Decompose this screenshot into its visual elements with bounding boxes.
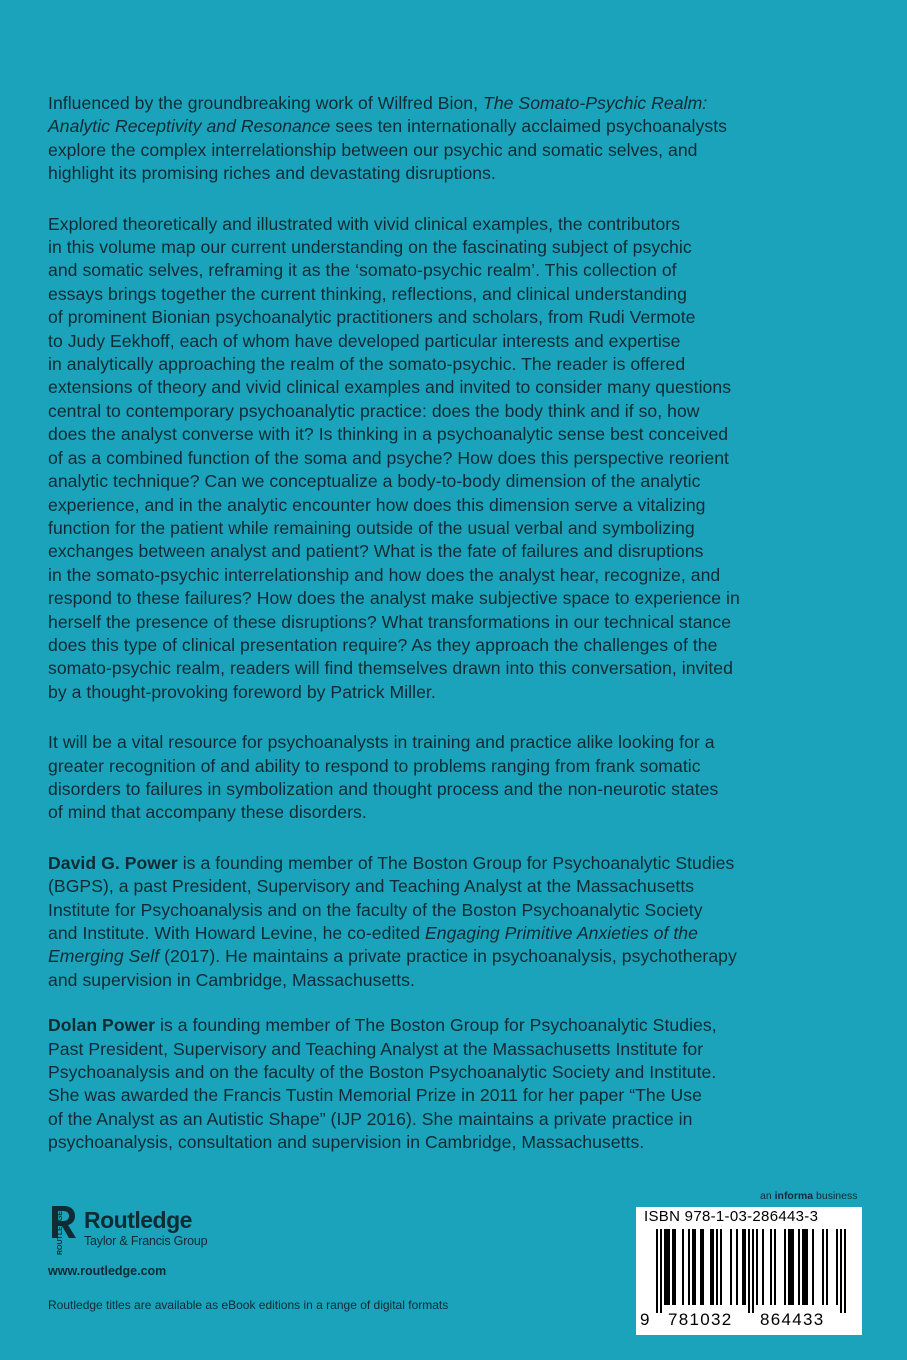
- barcode-digits-left: 781032: [668, 1310, 733, 1329]
- text-line: psychoanalysis, consultation and supervision in Cambridge, Massachusetts.: [48, 1132, 645, 1153]
- italic-title: Engaging Primitive Anxieties of the: [424, 923, 698, 943]
- text-line: of prominent Bionian psychoanalytic practitioners and scholars, from Rudi Vermote: [48, 307, 696, 328]
- author-bio-david-power: [48, 852, 868, 992]
- publisher-website[interactable]: www.routledge.com: [48, 1264, 167, 1278]
- text-line: and Institute. With Howard Levine, he co-edited Engaging Primitive Anxieties of the: [48, 923, 698, 943]
- text-line: greater recognition of and ability to respond to problems ranging from frank somatic: [48, 755, 701, 776]
- text-line: herself the presence of these disruptions? What transformations in our technical stance: [48, 611, 732, 632]
- informa-brand: informa: [774, 1190, 814, 1202]
- barcode-bar: [710, 1229, 712, 1305]
- text-line: Dolan Power is a founding member of The Boston Group for Psychoanalytic Studies,: [48, 1015, 717, 1036]
- isbn-label: ISBN 978-1-03-286443-3: [644, 1208, 819, 1225]
- barcode-bar: [826, 1229, 828, 1305]
- text-line: Past President, Supervisory and Teaching Analyst at the Massachusetts Institute for: [48, 1038, 704, 1059]
- text-line: explore the complex interrelationship between our psychic and somatic selves, and: [48, 139, 698, 160]
- blurb-paragraph-2: [48, 213, 868, 705]
- author-name: Dolan Power: [48, 1015, 156, 1036]
- barcode-bar: [792, 1229, 794, 1305]
- publisher-name: Routledge: [84, 1207, 192, 1233]
- text-line: of the Analyst as an Autistic Shape” (IJP 2016). She maintains a private practice in: [48, 1108, 693, 1129]
- barcode-bar: [790, 1229, 792, 1305]
- informa-suffix: business: [813, 1190, 858, 1202]
- text-line: Influenced by the groundbreaking work of Wilfred Bion, The Somato-Psychic Realm:: [48, 93, 708, 113]
- text-line: It will be a vital resource for psychoanalysts in training and practice alike looking for a: [48, 732, 715, 753]
- back-cover-text: [48, 92, 868, 1177]
- publisher-block: [48, 1204, 207, 1278]
- barcode-bar: [666, 1229, 668, 1305]
- barcode-bar: [668, 1229, 670, 1305]
- text-line: (BGPS), a past President, Supervisory and Teaching Analyst at the Massachusetts: [48, 876, 695, 897]
- barcode-bar: [702, 1229, 704, 1305]
- text-line: and somatic selves, reframing it as the ‘somato-psychic realm’. This collection of: [48, 260, 677, 281]
- text-line: highlight its promising riches and devastating disruptions.: [48, 163, 496, 184]
- barcode-bar: [762, 1229, 764, 1305]
- barcode-bar: [784, 1229, 786, 1305]
- italic-title: The Somato-Psychic Realm:: [483, 93, 708, 113]
- text-line: to Judy Eekhoff, each of whom have developed particular interests and expertise: [48, 330, 681, 351]
- barcode-bar: [656, 1229, 658, 1313]
- routledge-logo: [48, 1204, 207, 1254]
- barcode-bar: [836, 1229, 838, 1305]
- barcode-bar: [822, 1229, 824, 1305]
- barcode-bar: [700, 1229, 702, 1305]
- barcode-digit-first: 9: [640, 1310, 651, 1329]
- barcode-bar: [692, 1229, 694, 1305]
- text-line: central to contemporary psychoanalytic practice: does the body think and if so, how: [48, 400, 700, 421]
- barcode-bar: [798, 1229, 800, 1305]
- text-line: David G. Power is a founding member of The Boston Group for Psychoanalytic Studies: [48, 852, 735, 873]
- barcode-bar: [744, 1229, 746, 1305]
- barcode-bar: [774, 1229, 776, 1305]
- barcode-bar: [712, 1229, 714, 1305]
- text-line: in the somato-psychic interrelationship and how does the analyst hear, recognize, and: [48, 564, 721, 585]
- barcode-bar: [812, 1229, 814, 1305]
- barcode-bar: [688, 1229, 690, 1305]
- text-line: in analytically approaching the realm of the somato-psychic. The reader is offered: [48, 354, 686, 375]
- barcode-bar: [806, 1229, 808, 1305]
- barcode-bar: [694, 1229, 696, 1305]
- barcode-bar: [716, 1229, 718, 1305]
- barcode-bar: [730, 1229, 732, 1305]
- barcode-bar: [672, 1229, 674, 1305]
- isbn-barcode: [636, 1207, 862, 1335]
- barcode-bar: [756, 1229, 758, 1305]
- text-line: Emerging Self (2017). He maintains a private practice in psychoanalysis, psychotherapy: [48, 946, 737, 967]
- text-line: and supervision in Cambridge, Massachusetts.: [48, 969, 415, 990]
- barcode-bar: [664, 1229, 666, 1305]
- barcode-digits-right: 864433: [760, 1310, 825, 1329]
- text-line: exchanges between analyst and patient? What is the fate of failures and disruptions: [48, 541, 704, 562]
- barcode-bar: [674, 1229, 676, 1305]
- barcode-bar: [742, 1229, 744, 1305]
- barcode-bar: [770, 1229, 772, 1305]
- svg-text:ROUTLEDGE: ROUTLEDGE: [57, 1211, 64, 1255]
- informa-prefix: an: [760, 1190, 775, 1202]
- text-line: analytic technique? Can we conceptualize a body-to-body dimension of the analytic: [48, 471, 701, 492]
- barcode-bar: [844, 1229, 846, 1313]
- text-line: of as a combined function of the soma and psyche? How does this perspective reorient: [48, 447, 729, 468]
- ebook-note: Routledge titles are available as eBook editions in a range of digital formats: [48, 1298, 449, 1312]
- text-line: disorders to failures in symbolization and thought process and the non-neurotic states: [48, 778, 719, 799]
- text-line: Explored theoretically and illustrated with vivid clinical examples, the contributors: [48, 213, 681, 234]
- text-line: She was awarded the Francis Tustin Memorial Prize in 2011 for her paper “The Use: [48, 1085, 702, 1106]
- barcode-bar: [840, 1229, 842, 1313]
- text-line: of mind that accompany these disorders.: [48, 802, 367, 823]
- text-line: does the analyst converse with it? Is thinking in a psychoanalytic sense best conceived: [48, 424, 729, 445]
- barcode-bar: [802, 1229, 804, 1305]
- text-line: by a thought-provoking foreword by Patrick Miller.: [48, 681, 436, 702]
- text-line: essays brings together the current thinking, reflections, and clinical understanding: [48, 283, 687, 304]
- text-line: respond to these failures? How does the analyst make subjective space to experience in: [48, 588, 740, 609]
- barcode-bar: [736, 1229, 738, 1305]
- barcode-bar: [748, 1229, 750, 1313]
- publisher-group: Taylor & Francis Group: [84, 1234, 208, 1248]
- routledge-r-icon: [48, 1204, 78, 1254]
- author-name: David G. Power: [48, 852, 178, 873]
- text-line: in this volume map our current understanding on the fascinating subject of psychic: [48, 237, 692, 258]
- barcode-bar: [720, 1229, 722, 1305]
- blurb-paragraph-3: [48, 731, 868, 825]
- text-line: does this type of clinical presentation require? As they approach the challenges of the: [48, 634, 718, 655]
- text-line: Institute for Psychoanalysis and on the faculty of the Boston Psychoanalytic Society: [48, 899, 703, 920]
- barcode-bars: [656, 1229, 852, 1313]
- text-line: somato-psychic realm, readers will find themselves drawn into this conversation, invited: [48, 658, 733, 679]
- author-bio-dolan-power: [48, 1014, 868, 1154]
- text-line: Analytic Receptivity and Resonance sees ten internationally acclaimed psychoanalysts: [48, 116, 727, 137]
- barcode-bar: [660, 1229, 662, 1313]
- text-line: experience, and in the analytic encounter how does this dimension serve a vitalizing: [48, 494, 706, 515]
- text-line: extensions of theory and vivid clinical examples and invited to consider many questions: [48, 377, 732, 398]
- barcode-bar: [682, 1229, 684, 1305]
- text-line: function for the patient while remaining outside of the usual verbal and symbolizing: [48, 517, 695, 538]
- italic-title: Analytic Receptivity and Resonance: [48, 116, 331, 137]
- italic-title: Emerging Self: [48, 946, 160, 967]
- barcode-bar: [804, 1229, 806, 1305]
- barcode-bar: [752, 1229, 754, 1313]
- blurb-paragraph-1: [48, 92, 868, 186]
- text-line: Psychoanalysis and on the faculty of the Boston Psychoanalytic Society and Institute.: [48, 1062, 717, 1083]
- informa-tagline: [760, 1190, 857, 1202]
- barcode-bar: [788, 1229, 790, 1305]
